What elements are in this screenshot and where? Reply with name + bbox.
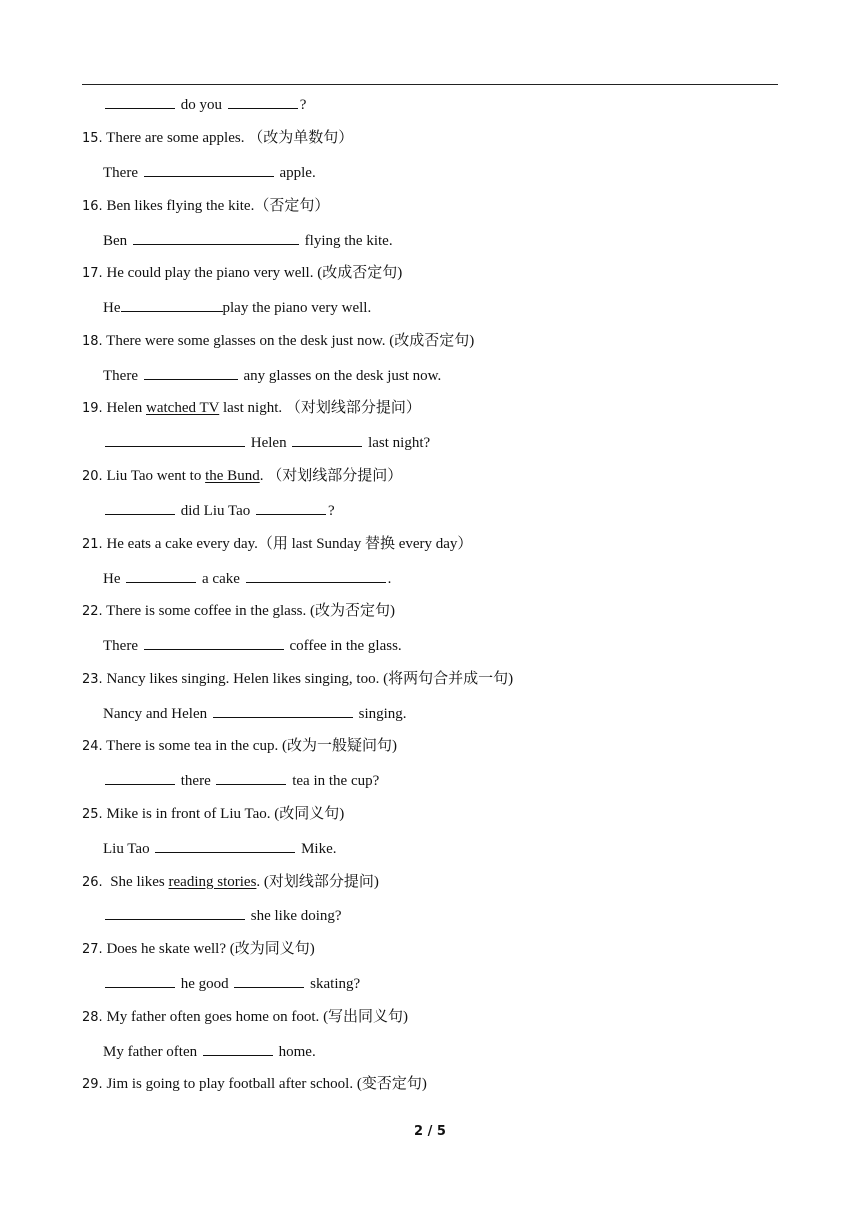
underlined-phrase: the Bund (205, 468, 260, 484)
answer-blank[interactable] (105, 432, 245, 447)
page-number: 2 / 5 (414, 1124, 446, 1139)
q14-answer-line: do you ? (103, 94, 306, 115)
question-15: 15. There are some apples. （改为单数句） (82, 130, 354, 146)
answer-blank[interactable] (105, 905, 245, 920)
answer-blank[interactable] (256, 500, 326, 515)
question-19: 19. Helen watched TV last night. （对划线部分提问） (82, 400, 421, 416)
answer-blank[interactable] (105, 973, 175, 988)
question-25: 25. Mike is in front of Liu Tao. (改同义句) (82, 806, 345, 822)
header-rule (82, 84, 778, 85)
question-21: 21. He eats a cake every day.（用 last Sunday 替换 every day） (82, 536, 473, 552)
answer-26: she like doing? (103, 905, 342, 926)
answer-15: There apple. (103, 162, 316, 183)
question-27: 27. Does he skate well? (改为同义句) (82, 941, 315, 957)
answer-21: He a cake . (103, 568, 391, 589)
question-28: 28. My father often goes home on foot. (写出同义句) (82, 1009, 409, 1025)
question-24: 24. There is some tea in the cup. (改为一般疑问句) (82, 738, 397, 754)
answer-blank[interactable] (144, 635, 284, 650)
answer-25: Liu Tao Mike. (103, 838, 337, 859)
question-22: 22. There is some coffee in the glass. (改为否定句) (82, 603, 395, 619)
question-17: 17. He could play the piano very well. (改成否定句) (82, 265, 403, 281)
answer-blank[interactable] (121, 297, 223, 312)
question-16: 16. Ben likes flying the kite.（否定句） (82, 198, 330, 214)
answer-blank[interactable] (105, 500, 175, 515)
question-20: 20. Liu Tao went to the Bund. （对划线部分提问） (82, 468, 403, 484)
answer-22: There coffee in the glass. (103, 635, 402, 656)
answer-blank[interactable] (105, 770, 175, 785)
answer-blank[interactable] (133, 230, 299, 245)
answer-blank[interactable] (234, 973, 304, 988)
answer-blank[interactable] (144, 162, 274, 177)
question-18: 18. There were some glasses on the desk just now. (改成否定句) (82, 333, 475, 349)
answer-19: Helen last night? (103, 432, 430, 453)
answer-24: there tea in the cup? (103, 770, 379, 791)
answer-blank[interactable] (155, 838, 295, 853)
answer-blank[interactable] (213, 703, 353, 718)
answer-blank[interactable] (126, 568, 196, 583)
question-29: 29. Jim is going to play football after school. (变否定句) (82, 1076, 427, 1092)
answer-18: There any glasses on the desk just now. (103, 365, 441, 386)
question-26: 26. She likes reading stories. (对划线部分提问) (82, 874, 379, 890)
question-23: 23. Nancy likes singing. Helen likes singing, too. (将两句合并成一句) (82, 671, 514, 687)
answer-blank[interactable] (216, 770, 286, 785)
answer-16: Ben flying the kite. (103, 230, 393, 251)
answer-17: He play the piano very well. (103, 297, 371, 318)
answer-blank[interactable] (228, 94, 298, 109)
answer-blank[interactable] (105, 94, 175, 109)
answer-blank[interactable] (246, 568, 386, 583)
answer-blank[interactable] (292, 432, 362, 447)
answer-blank[interactable] (203, 1041, 273, 1056)
answer-27: he good skating? (103, 973, 360, 994)
underlined-phrase: watched TV (146, 400, 220, 416)
answer-23: Nancy and Helen singing. (103, 703, 407, 724)
answer-28: My father often home. (103, 1041, 316, 1062)
answer-blank[interactable] (144, 365, 238, 380)
answer-20: did Liu Tao ? (103, 500, 335, 521)
underlined-phrase: reading stories (168, 874, 257, 890)
